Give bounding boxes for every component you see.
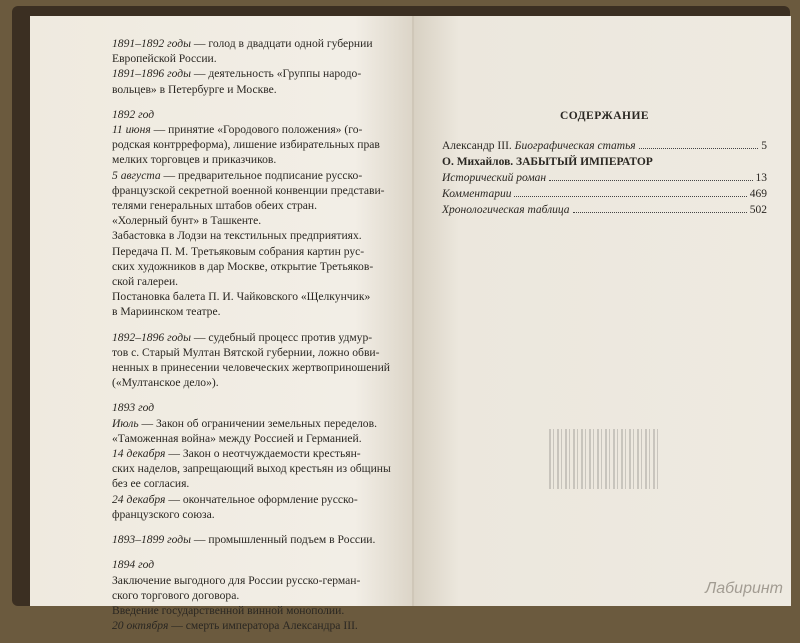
date-label: 1893–1899 годы [112, 533, 191, 547]
chronology-line [112, 476, 394, 491]
toc-entry-label [442, 154, 653, 170]
toc-entry-title: Исторический роман [442, 172, 547, 184]
toc-heading: СОДЕРЖАНИЕ [559, 110, 650, 122]
chronology-line [112, 198, 394, 213]
chronology-line [112, 416, 394, 431]
line-text: — голод в двадцати одной губернии [190, 37, 373, 50]
toc-page-number: 502 [749, 204, 767, 216]
line-text: — судебный процесс против удмур- [190, 330, 373, 344]
chronology-line [112, 274, 394, 289]
date-label: 14 декабря [112, 447, 166, 461]
chronology-line [112, 360, 394, 375]
line-text: ских наделов, запрещающий выход крестьян из общины [112, 462, 391, 476]
toc-entry-author: Александр III. [442, 140, 515, 152]
chronology-line [112, 400, 394, 415]
toc-entry [442, 186, 767, 202]
toc-entry-title: Биографическая статья [514, 140, 636, 152]
line-text: Забастовка в Лодзи на текстильных предприятиях. [112, 229, 362, 243]
toc-entry-label [442, 170, 546, 186]
line-text: Введение государственной винной монополии. [112, 603, 345, 617]
chronology-line [112, 588, 394, 603]
chronology-line [112, 532, 394, 547]
chronology-line [112, 431, 394, 446]
date-label: 5 августа [112, 168, 161, 182]
toc-list [442, 138, 767, 218]
chronology-block [112, 532, 394, 547]
chronology-line [112, 492, 394, 507]
line-text: Заключение выгодного для России русско-герман- [112, 573, 361, 587]
line-text: ненных в принесении человеческих жертвоприношений [112, 361, 390, 375]
line-text: Постановка балета П. И. Чайковского «Щелкунчик» [112, 290, 371, 304]
toc-leader-dots [549, 179, 752, 181]
labirint-watermark: Лабиринт [705, 580, 783, 597]
line-text: «Таможенная война» между Россией и Германией. [112, 431, 362, 445]
line-text: ского торгового договора. [112, 588, 240, 602]
date-label: 1892 год [112, 107, 155, 121]
chronology-text [112, 36, 394, 643]
toc-entry-author: О. Михайлов. ЗАБЫТЫЙ ИМПЕРАТОР [442, 156, 653, 168]
toc-page-number: 13 [755, 172, 767, 184]
chronology-line [112, 461, 394, 476]
chronology-line [112, 82, 394, 97]
right-page [413, 16, 791, 606]
chronology-line [112, 446, 394, 461]
date-label: 1891–1892 годы [112, 37, 191, 50]
toc-entry-label [442, 202, 570, 218]
toc-leader-dots [514, 195, 746, 197]
line-text: — предварительное подписание русско- [160, 168, 363, 182]
chronology-line [112, 36, 394, 51]
chronology-line [112, 259, 394, 274]
line-text: без ее согласия. [112, 477, 190, 491]
line-text: «Холерный бунт» в Ташкенте. [112, 214, 262, 228]
line-text: ской галереи. [112, 275, 179, 289]
chronology-line [112, 66, 394, 81]
chronology-line [112, 168, 394, 183]
chronology-line [112, 507, 394, 522]
left-page [30, 16, 413, 633]
chronology-line [112, 573, 394, 588]
line-text: ских художников в дар Москве, открытие Третьяков- [112, 259, 374, 273]
line-text: тов с. Старый Мултан Вятской губернии, ложно обви- [112, 345, 380, 359]
toc-entry-title: Комментарии [442, 188, 512, 200]
date-label: 1894 год [112, 558, 155, 572]
line-text: — принятие «Городового положения» (го- [150, 123, 363, 137]
chronology-line [112, 213, 394, 228]
date-label: 1892–1896 годы [112, 330, 191, 344]
toc-entry [442, 154, 767, 170]
toc-leader-dots [639, 147, 759, 149]
chronology-line [112, 345, 394, 360]
date-label: Июль [112, 416, 139, 430]
show-through-barcode [549, 429, 659, 489]
chronology-block [112, 557, 394, 633]
chronology-line [112, 183, 394, 198]
line-text: телями генеральных штабов обеих стран. [112, 199, 318, 213]
date-label: 1891–1896 годы [112, 67, 191, 81]
chronology-block [112, 330, 394, 391]
date-label: 1893 год [112, 401, 155, 415]
chronology-line [112, 304, 394, 319]
chronology-line [112, 330, 394, 345]
line-text: — Закон об ограничении земельных переделов. [138, 416, 377, 430]
date-label: 24 декабря [112, 492, 166, 506]
chronology-line [112, 152, 394, 167]
line-text: («Мултанское дело»). [112, 376, 219, 390]
chronology-block [112, 107, 394, 320]
line-text: — деятельность «Группы народо- [190, 67, 362, 81]
line-text: — окончательное оформление русско- [165, 492, 358, 506]
chronology-line [112, 107, 394, 122]
toc-entry-label [442, 186, 511, 202]
line-text: родская контрреформа), лишение избирательных прав [112, 138, 380, 152]
toc-page-number: 5 [761, 140, 767, 152]
chronology-line [112, 289, 394, 304]
toc-leader-dots [573, 211, 747, 213]
toc-entry [442, 170, 767, 186]
line-text: — Закон о неотчуждаемости крестьян- [165, 447, 361, 461]
chronology-line [112, 122, 394, 137]
line-text: в Мариинском театре. [112, 305, 221, 319]
line-text: — смерть императора Александра III. [168, 619, 358, 633]
open-book [12, 6, 790, 633]
line-text: — промышленный подъем в России. [190, 533, 376, 547]
chronology-line [112, 244, 394, 259]
line-text: мелких торговцев и приказчиков. [112, 153, 277, 167]
line-text: Передача П. М. Третьяковым собрания картин рус- [112, 244, 365, 258]
line-text: французской секретной военной конвенции представи- [112, 183, 385, 197]
chronology-block [112, 36, 394, 97]
line-text: вольцев» в Петербурге и Москве. [112, 82, 277, 96]
line-text: Европейской России. [112, 52, 217, 66]
toc-entry-label [442, 138, 636, 154]
toc-entry-title: Хронологическая таблица [442, 204, 570, 216]
date-label: 20 октября [112, 619, 169, 633]
toc-entry [442, 202, 767, 218]
line-text: французского союза. [112, 507, 215, 521]
toc-entry [442, 138, 767, 154]
chronology-line [112, 618, 394, 633]
chronology-line [112, 228, 394, 243]
chronology-line [112, 375, 394, 390]
chronology-line [112, 137, 394, 152]
chronology-block [112, 400, 394, 522]
chronology-line [112, 603, 394, 618]
toc-page-number: 469 [749, 188, 767, 200]
date-label: 11 июня [112, 123, 151, 137]
chronology-line [112, 51, 394, 66]
chronology-line [112, 557, 394, 572]
table-of-contents [442, 108, 767, 218]
